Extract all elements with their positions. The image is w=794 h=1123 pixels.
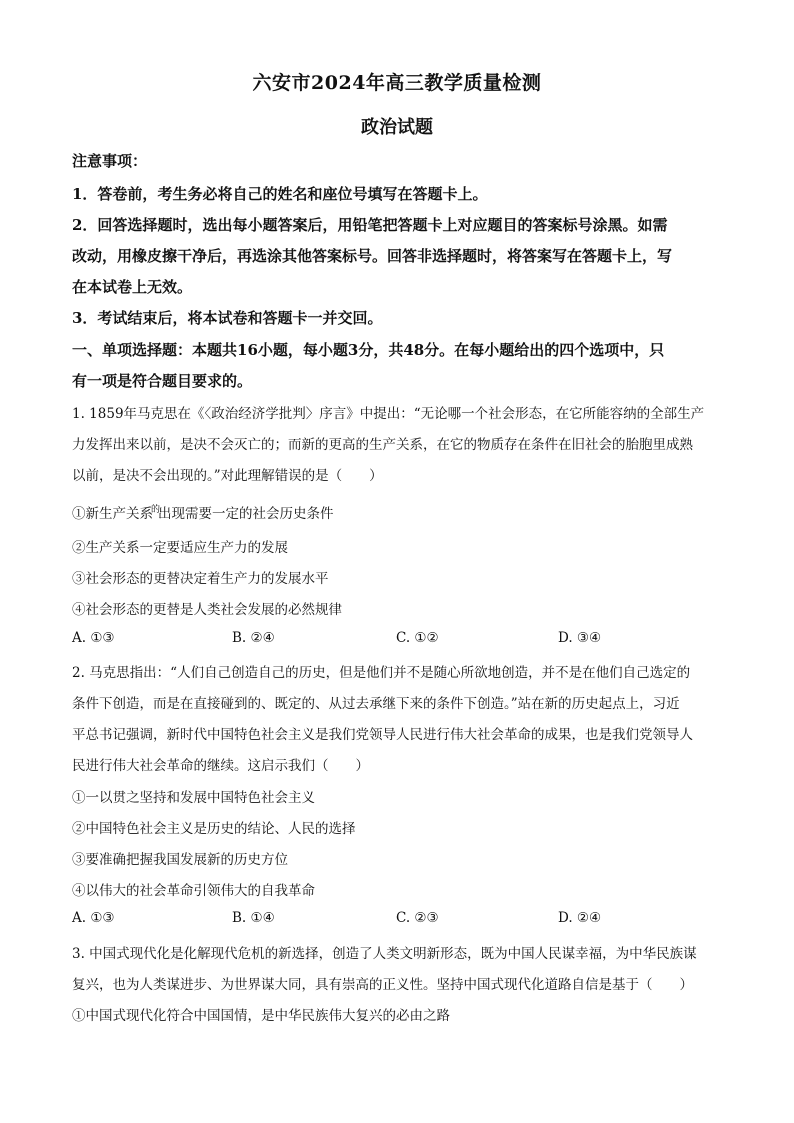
q1-stem-line-2: 力发挥出来以前，是决不会灭亡的；而新的更高的生产关系，在它的物质存在条件在旧社会的胎胞里成熟 <box>72 437 693 453</box>
notice-item-1: 1．答卷前，考生务必将自己的姓名和座位号填写在答题卡上。 <box>72 185 488 203</box>
q1-options <box>72 630 632 650</box>
notice-item-3: 3．考试结束后，将本试卷和答题卡一并交回。 <box>72 309 383 327</box>
q2-statement-1: ①一以贯之坚持和发展中国特色社会主义 <box>72 790 315 806</box>
q2-stem-line-4: 民进行伟大社会革命的继续。这启示我们（ ） <box>72 758 369 774</box>
q2-stem-line-2: 条件下创造，而是在直接碰到的、既定的、从过去承继下来的条件下创造。”站在新的历史起点上，习近 <box>72 696 680 712</box>
q1-statement-3: ③社会形态的更替决定着生产力的发展水平 <box>72 571 329 587</box>
notice-item-2-line-1: 2．回答选择题时，选出每小题答案后，用铅笔把答题卡上对应题目的答案标号涂黑。如需 <box>72 216 668 234</box>
q2-options <box>72 910 632 930</box>
q3-stem-line-1: 3. 中国式现代化是化解现代危机的新选择，创造了人类文明新形态，既为中国人民谋幸福，为中华民族谋 <box>72 946 697 962</box>
q1-stem-line-1: 1. 1859年马克思在《〈政治经济学批判〉序言》中提出：“无论哪一个社会形态，在它所能容纳的全部生产 <box>72 406 705 422</box>
q2-option-c[interactable]: C. ②③ <box>396 910 439 926</box>
exam-subject: 政治试题 <box>361 117 433 138</box>
notice-heading: 注意事项： <box>72 152 148 170</box>
exam-title: 六安市2024年高三教学质量检测 <box>252 72 542 94</box>
section-heading-line-1: 一、单项选择题：本题共16小题，每小题3分，共48分。在每小题给出的四个选项中，只 <box>72 341 665 359</box>
q1-stem-line-3: 以前，是决不会出现的。”对此理解错误的是（ ） <box>72 468 383 484</box>
q1-option-a[interactable]: A. ①③ <box>72 630 115 646</box>
q1-statement-2: ②生产关系一定要适应生产力的发展 <box>72 540 288 556</box>
q1-statement-1 <box>72 502 334 522</box>
q2-option-d[interactable]: D. ②④ <box>558 910 602 926</box>
q3-statement-1: ①中国式现代化符合中国国情，是中华民族伟大复兴的必由之路 <box>72 1008 450 1024</box>
q1-option-c[interactable]: C. ①② <box>396 630 439 646</box>
q2-stem-line-3: 平总书记强调，新时代中国特色社会主义是我们党领导人民进行伟大社会革命的成果，也是我们党领导人 <box>72 727 693 743</box>
q1-statement-4: ④社会形态的更替是人类社会发展的必然规律 <box>72 602 342 618</box>
q1-option-d[interactable]: D. ③④ <box>558 630 602 646</box>
section-heading-line-2: 有一项是符合题目要求的。 <box>72 372 253 390</box>
q1-statement-1-part-b: 出现需要一定的社会历史条件 <box>158 506 334 522</box>
q1-option-b[interactable]: B. ②④ <box>232 630 275 646</box>
q1-statement-1-marker: 的 <box>151 505 161 515</box>
q2-statement-3: ③要准确把握我国发展新的历史方位 <box>72 852 288 868</box>
notice-item-2-line-3: 在本试卷上无效。 <box>72 278 193 296</box>
q2-stem-line-1: 2. 马克思指出：“人们自己创造自己的历史，但是他们并不是随心所欲地创造，并不是在他们自己选定的 <box>72 665 691 681</box>
q2-statement-2: ②中国特色社会主义是历史的结论、人民的选择 <box>72 821 356 837</box>
q2-option-a[interactable]: A. ①③ <box>72 910 115 926</box>
q2-statement-4: ④以伟大的社会革命引领伟大的自我革命 <box>72 883 315 899</box>
q1-statement-1-part-a: ①新生产关系 <box>72 506 153 522</box>
notice-item-2-line-2: 改动，用橡皮擦干净后，再选涂其他答案标号。回答非选择题时，将答案写在答题卡上，写 <box>72 247 673 265</box>
q3-stem-line-2: 复兴，也为人类谋进步、为世界谋大同，具有崇高的正义性。坚持中国式现代化道路自信是基于（ ） <box>72 977 693 993</box>
q2-option-b[interactable]: B. ①④ <box>232 910 275 926</box>
